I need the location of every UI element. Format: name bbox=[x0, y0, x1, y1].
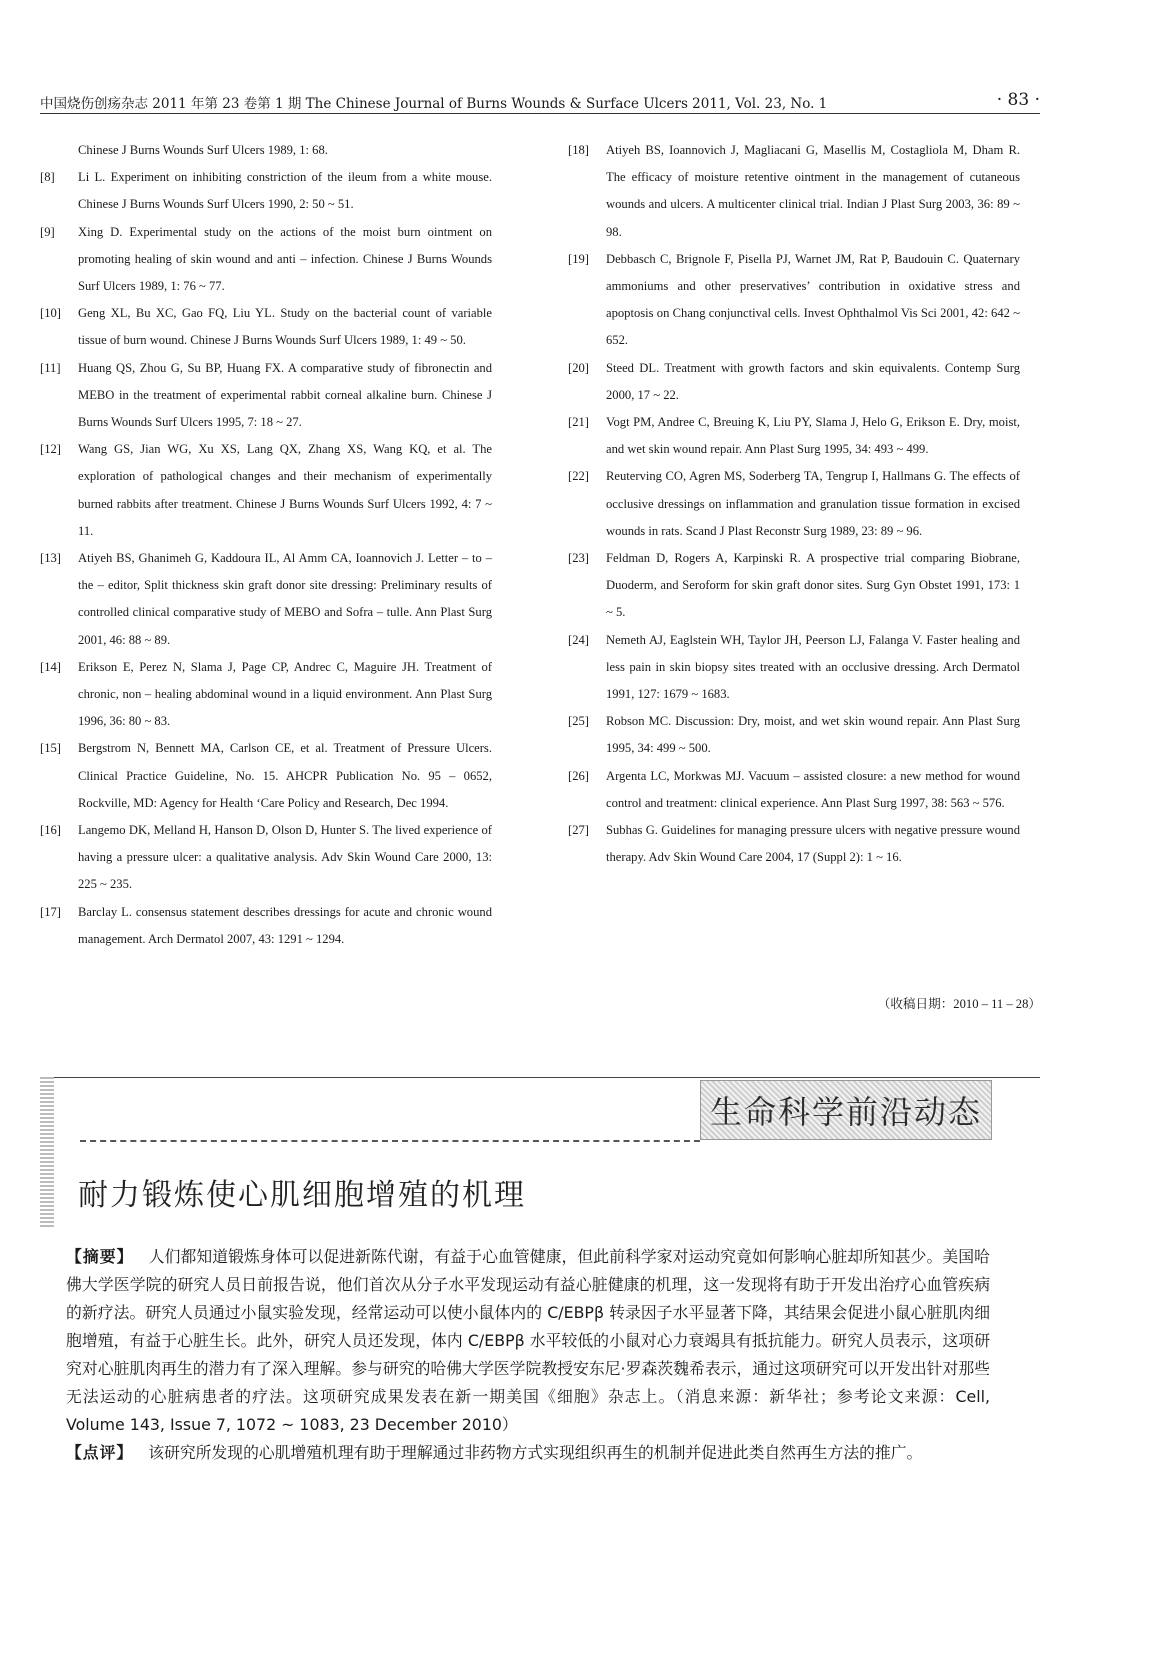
reference-item bbox=[40, 735, 492, 817]
reference-text: Debbasch C, Brignole F, Pisella PJ, Warnet JM, Rat P, Baudouin C. Quaternary ammoniums and other preservatives’ contribution in oxidative stress and apoptosis on Chang conjunctival cells. Invest Ophthalmol Vis Sci 2001, 42: 642 ~ 652. bbox=[606, 251, 1020, 348]
header-rule bbox=[40, 113, 1040, 114]
reference-item bbox=[40, 164, 492, 218]
reference-text: Atiyeh BS, Ioannovich J, Magliacani G, Masellis M, Costagliola M, Dham R. The efficacy of moisture retentive ointment in the management of cutaneous wounds and ulcers. A multicenter clinical trial. Indian J Plast Surg 2003, 36: 89 ~ 98. bbox=[606, 143, 1020, 239]
reference-item bbox=[568, 137, 1020, 246]
article-body bbox=[60, 1243, 990, 1467]
references-left-column bbox=[40, 137, 492, 953]
reference-number: [27] bbox=[568, 823, 589, 838]
reference-item bbox=[40, 654, 492, 736]
reference-text: Subhas G. Guidelines for managing pressure ulcers with negative pressure wound therapy. Adv Skin Wound Care 2004, 17 (Suppl 2): 1 ~ 16. bbox=[606, 823, 1020, 865]
received-date: （收稿日期：2010 – 11 – 28） bbox=[877, 997, 1041, 1011]
reference-item bbox=[568, 817, 1020, 871]
reference-item bbox=[40, 545, 492, 654]
reference-number: [23] bbox=[568, 551, 589, 566]
reference-number: [12] bbox=[40, 442, 61, 457]
reference-item bbox=[568, 545, 1020, 627]
article-title: 耐力锻炼使心肌细胞增殖的机理 bbox=[78, 1178, 526, 1213]
reference-text: Vogt PM, Andree C, Breuing K, Liu PY, Slama J, Helo G, Erikson E. Dry, moist, and wet skin wound repair. Ann Plast Surg 1995, 34: 493 ~ 499. bbox=[606, 415, 1020, 457]
reference-text: Atiyeh BS, Ghanimeh G, Kaddoura IL, Al Amm CA, Ioannovich J. Letter – to – the – editor, Split thickness skin graft donor site dressing: Preliminary results of controlled clinical comparative study of MEBO and Sofra – tulle. Ann Plast Surg 2001, 46: 88 ~ 89. bbox=[78, 551, 492, 647]
comment-label: 【点评】 bbox=[66, 1443, 134, 1462]
reference-number: [19] bbox=[568, 251, 589, 266]
dashed-divider bbox=[80, 1140, 700, 1142]
comment-paragraph bbox=[60, 1439, 990, 1467]
reference-number: [10] bbox=[40, 306, 61, 321]
reference-item bbox=[40, 219, 492, 301]
reference-text: Li L. Experiment on inhibiting constriction of the ileum from a white mouse. Chinese J Burns Wounds Surf Ulcers 1990, 2: 50 ~ 51. bbox=[78, 170, 492, 212]
reference-item bbox=[568, 763, 1020, 817]
reference-text: Huang QS, Zhou G, Su BP, Huang FX. A comparative study of fibronectin and MEBO in the treatment of experimental rabbit corneal alkaline burn. Chinese J Burns Wounds Surf Ulcers 1995, 7: 18 ~ 27. bbox=[78, 360, 492, 430]
reference-item bbox=[568, 627, 1020, 709]
reference-text: Barclay L. consensus statement describes dressings for acute and chronic wound management. Arch Dermatol 2007, 43: 1291 ~ 1294. bbox=[78, 904, 492, 946]
reference-item bbox=[40, 817, 492, 899]
reference-text: Steed DL. Treatment with growth factors and skin equivalents. Contemp Surg 2000, 17 ~ 22. bbox=[606, 360, 1020, 402]
reference-text: Robson MC. Discussion: Dry, moist, and wet skin wound repair. Ann Plast Surg 1995, 34: 499 ~ 500. bbox=[606, 714, 1020, 756]
reference-item bbox=[568, 246, 1020, 355]
reference-number: [15] bbox=[40, 741, 61, 756]
section-divider bbox=[40, 1077, 1040, 1078]
section-banner-label: 生命科学前沿动态 bbox=[709, 1093, 982, 1131]
reference-item bbox=[568, 355, 1020, 409]
reference-number: [13] bbox=[40, 551, 61, 566]
running-header bbox=[40, 90, 1040, 114]
reference-item bbox=[40, 899, 492, 953]
reference-number: [24] bbox=[568, 632, 589, 647]
reference-text: Argenta LC, Morkwas MJ. Vacuum – assisted closure: a new method for wound control and treatment: clinical experience. Ann Plast Surg 1997, 38: 563 ~ 576. bbox=[606, 768, 1020, 810]
reference-number: [21] bbox=[568, 415, 589, 430]
reference-item bbox=[40, 436, 492, 545]
reference-number: [17] bbox=[40, 904, 61, 919]
reference-text: Bergstrom N, Bennett MA, Carlson CE, et al. Treatment of Pressure Ulcers. Clinical Practice Guideline, No. 15. AHCPR Publication No. 95 – 0652, Rockville, MD: Agency for Health ‘Care Policy and Research, Dec 1994. bbox=[78, 741, 492, 810]
reference-number: [18] bbox=[568, 143, 589, 157]
section-banner bbox=[700, 1080, 992, 1140]
abstract-paragraph bbox=[60, 1243, 990, 1439]
reference-number: [14] bbox=[40, 659, 61, 674]
references-right-column bbox=[568, 137, 1020, 871]
reference-number: [11] bbox=[40, 360, 61, 375]
reference-continuation: Chinese J Burns Wounds Surf Ulcers 1989, 1: 68. bbox=[78, 143, 328, 157]
reference-item bbox=[568, 409, 1020, 463]
reference-number: [20] bbox=[568, 360, 589, 375]
reference-number: [26] bbox=[568, 768, 589, 783]
comment-text: 该研究所发现的心肌增殖机理有助于理解通过非药物方式实现组织再生的机制并促进此类自然再生方法的推广。 bbox=[148, 1443, 923, 1462]
reference-item bbox=[568, 708, 1020, 762]
reference-number: [22] bbox=[568, 469, 589, 484]
reference-text: Wang GS, Jian WG, Xu XS, Lang QX, Zhang XS, Wang KQ, et al. The exploration of pathological changes and their mechanism of experimentally burned rabbits after treatment. Chinese J Burns Wounds Surf Ulcers 1992, 4: 7 ~ 11. bbox=[78, 442, 492, 538]
reference-text: Feldman D, Rogers A, Karpinski R. A prospective trial comparing Biobrane, Duoderm, and Seroform for skin graft donor sites. Surg Gyn Obstet 1991, 173: 1 ~ 5. bbox=[606, 551, 1020, 620]
running-title: 中国烧伤创疡杂志 2011 年第 23 卷第 1 期 The Chinese Journal of Burns Wounds & Surface Ulcers 2011, Vol. 23, No. 1 bbox=[40, 96, 828, 112]
reference-text: Nemeth AJ, Eaglstein WH, Taylor JH, Peerson LJ, Falanga V. Faster healing and less pain in skin biopsy sites treated with an occlusive dressing. Arch Dermatol 1991, 127: 1679 ~ 1683. bbox=[606, 632, 1020, 702]
reference-item bbox=[568, 463, 1020, 545]
reference-text: Reuterving CO, Agren MS, Soderberg TA, Tengrup I, Hallmans G. The effects of occlusive dressings on inflammation and granulation tissue formation in excised wounds in rats. Scand J Plast Reconstr Surg 1989, 23: 89 ~ 96. bbox=[606, 469, 1020, 538]
decorative-side-bar bbox=[40, 1077, 54, 1227]
reference-item bbox=[40, 355, 492, 437]
reference-number: [16] bbox=[40, 823, 61, 838]
reference-text: Xing D. Experimental study on the actions of the moist burn ointment on promoting healing of skin wound and anti – infection. Chinese J Burns Wounds Surf Ulcers 1989, 1: 76 ~ 77. bbox=[78, 224, 492, 294]
abstract-label: 【摘要】 bbox=[66, 1247, 134, 1266]
reference-text: Erikson E, Perez N, Slama J, Page CP, Andrec C, Maguire JH. Treatment of chronic, non – healing abdominal wound in a liquid environment. Ann Plast Surg 1996, 36: 80 ~ 83. bbox=[78, 659, 492, 729]
reference-number: [9] bbox=[40, 224, 55, 239]
reference-item bbox=[40, 300, 492, 354]
reference-number: [8] bbox=[40, 170, 55, 185]
page-number: · 83 · bbox=[996, 90, 1040, 110]
reference-number: [25] bbox=[568, 714, 589, 729]
reference-text: Langemo DK, Melland H, Hanson D, Olson D, Hunter S. The lived experience of having a pressure ulcer: a qualitative analysis. Adv Skin Wound Care 2000, 13: 225 ~ 235. bbox=[78, 823, 492, 892]
reference-text: Geng XL, Bu XC, Gao FQ, Liu YL. Study on the bacterial count of variable tissue of burn wound. Chinese J Burns Wounds Surf Ulcers 1989, 1: 49 ~ 50. bbox=[78, 306, 492, 348]
abstract-text: 人们都知道锻炼身体可以促进新陈代谢，有益于心血管健康，但此前科学家对运动究竟如何影响心脏却所知甚少。美国哈佛大学医学院的研究人员日前报告说，他们首次从分子水平发现运动有益心脏健康的机理，这一发现将有助于开发出治疗心血管疾病的新疗法。研究人员通过小鼠实验发现，经常运动可以使小鼠体内的 C/EBPβ 转录因子水平显著下降，其结果会促进小鼠心脏肌肉细胞增殖，有益于心脏生长。此外，研究人员还发现，体内 C/EBPβ 水平较低的小鼠对心力衰竭具有抵抗能力。研究人员表示，这项研究对心脏肌肉再生的潜力有了深入理解。参与研究的哈佛大学医学院教授安东尼·罗森茨魏希表示，通过这项研究可以开发出针对那些无法运动的心脏病患者的疗法。这项研究成果发表在新一期美国《细胞》杂志上。（消息来源：新华社；参考论文来源：Cell, Volume 143, Issue 7, 1072 ~ 1083, 23 December 2010） bbox=[66, 1247, 990, 1434]
